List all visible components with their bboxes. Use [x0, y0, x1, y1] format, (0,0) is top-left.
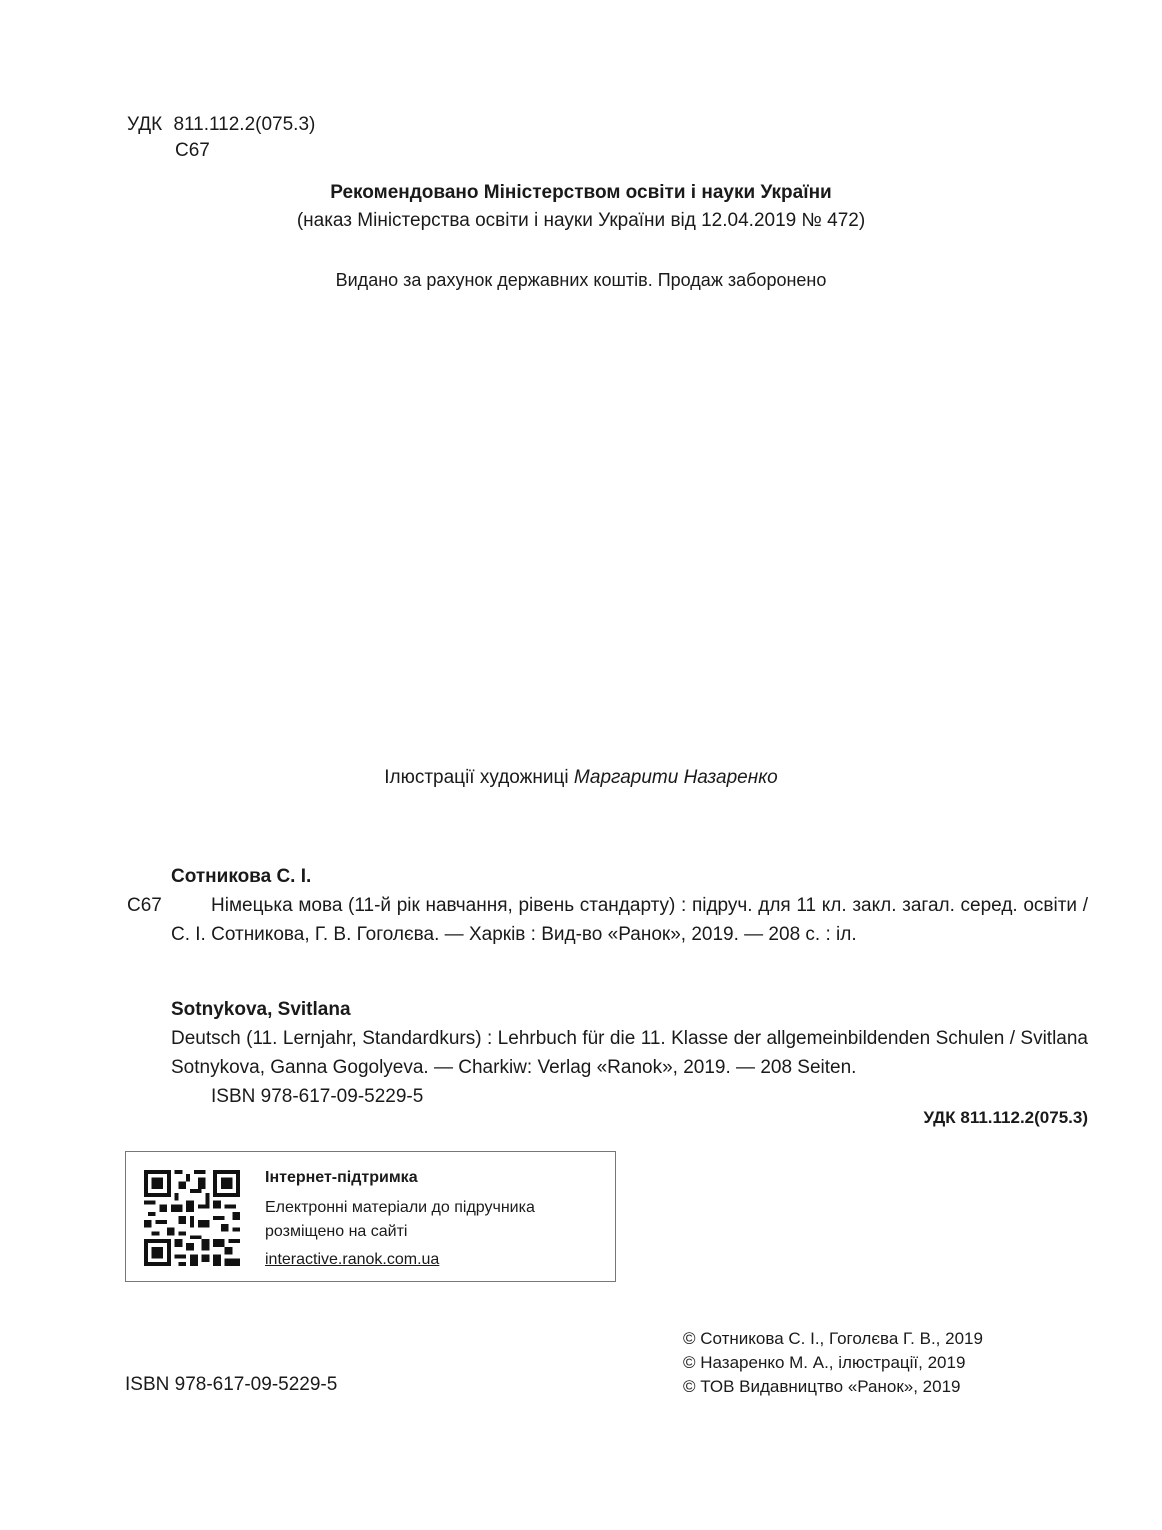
- biblio-record-ua: [127, 863, 1088, 949]
- udk-author-code: С67: [175, 140, 210, 161]
- support-link[interactable]: interactive.ranok.com.ua: [265, 1251, 440, 1268]
- udk-label: УДК: [127, 114, 163, 135]
- biblio-de-isbn: ISBN 978-617-09-5229-5: [211, 1086, 424, 1107]
- udk-block: [127, 112, 315, 164]
- biblio-ua-description: Німецька мова (11-й рік навчання, рівень стандарту) : підруч. для 11 кл. закл. загал. серед. освіти / С. І. Сотникова, Г. В. Гоголєва. — Харків : Вид-во «Ранок», 2019. — 208 с. : іл.: [171, 895, 1088, 945]
- biblio-de-description: Deutsch (11. Lernjahr, Standardkurs) : Lehrbuch für die 11. Klasse der allgemeinbildenden Schulen / Svitlana Sotnykova, Ganna Gogolyeva. — Charkiw: Verlag «Ranok», 2019. — 208 Seiten.: [171, 1028, 1088, 1078]
- recommendation-title: Рекомендовано Міністерством освіти і науки України: [330, 182, 832, 203]
- illustrations-artist: Маргарити Назаренко: [573, 767, 778, 788]
- isbn: ISBN 978-617-09-5229-5: [125, 1374, 338, 1395]
- biblio-record-de: [171, 996, 1088, 1111]
- biblio-ua-code: С67: [127, 895, 162, 916]
- illustrations-credit: [0, 767, 1162, 789]
- internet-support-box: [125, 1151, 616, 1282]
- support-heading: Інтернет-підтримка: [265, 1169, 418, 1186]
- qr-code-icon: [144, 1170, 240, 1266]
- udk-line: [127, 112, 315, 138]
- illustrations-prefix: Ілюстрації художниці: [384, 767, 569, 788]
- recommendation-order: (наказ Міністерства освіти і науки України від 12.04.2019 № 472): [296, 210, 866, 231]
- support-description: Електронні матеріали до підручника розміщено на сайті: [265, 1199, 535, 1240]
- copyright-line: © ТОВ Видавництво «Ранок», 2019: [683, 1377, 961, 1396]
- biblio-de-author: Sotnykova, Svitlana: [171, 999, 351, 1020]
- copyright-line: © Сотникова С. І., Гоголєва Г. В., 2019: [683, 1329, 983, 1348]
- biblio-ua-author: Сотникова С. І.: [171, 866, 312, 887]
- funding-note: Видано за рахунок державних коштів. Продаж заборонено: [335, 270, 827, 290]
- udk-number: 811.112.2(075.3): [173, 114, 316, 135]
- copyrights: [683, 1327, 983, 1399]
- udk-right: УДК 811.112.2(075.3): [923, 1108, 1088, 1127]
- recommendation: [0, 179, 1162, 235]
- copyright-line: © Назаренко М. А., ілюстрації, 2019: [683, 1353, 966, 1372]
- support-text: [265, 1166, 605, 1272]
